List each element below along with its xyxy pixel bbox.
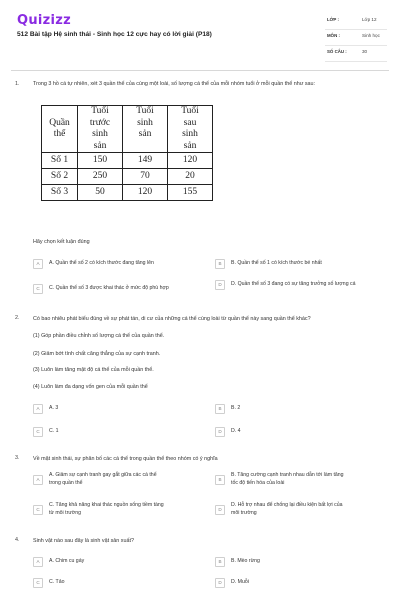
question-prompt: Hãy chọn kết luận đúng [33, 239, 90, 245]
option-letter-box: A [33, 557, 43, 567]
option-text: A. 3 [49, 405, 59, 412]
option-letter-box: A [33, 475, 43, 485]
answer-option-b[interactable] [215, 472, 390, 487]
answer-option-b[interactable] [215, 259, 390, 269]
question-text: Có bao nhiêu phát biểu đúng về sự phát tán, di cư của những cá thể cùng loài từ quần thể này sang quần thể khác? [33, 316, 311, 322]
table-cell: 20 [168, 169, 213, 185]
table-cell: 70 [123, 169, 168, 185]
option-text: D. Hỗ trợ nhau để chống lại điều kiện bất lợi của môi trường [231, 502, 343, 516]
answer-option-c[interactable] [33, 427, 213, 437]
answer-option-c[interactable] [33, 502, 213, 517]
option-text: B. Quần thể số 1 có kích thước bé nhất [231, 260, 322, 267]
option-letter-box: B [215, 259, 225, 269]
meta-key: SỐ CÂU : [327, 49, 347, 54]
question-number: 1. [15, 81, 20, 87]
option-text: B. Tăng cường cạnh tranh nhau dẫn tới làm tăng tốc độ tiến hóa của loài [231, 472, 344, 486]
table-cell: 155 [168, 185, 213, 201]
option-letter-box: D [215, 578, 225, 588]
option-text: B. Mèo rừng [231, 558, 260, 565]
answer-option-c[interactable] [33, 578, 213, 588]
option-text: A. Quần thể số 2 có kích thước đang tăng lên [49, 260, 154, 267]
question-number: 3. [15, 455, 20, 461]
meta-row-class [325, 14, 387, 30]
option-text: C. Quần thể số 3 được khai thác ở mức độ phù hợp [49, 285, 169, 292]
answer-option-d[interactable] [215, 578, 390, 588]
option-text: D. Quần thể số 3 đang có sự tăng trưởng số lượng cá [231, 281, 356, 288]
option-text: C. Tăng khả năng khai thác nguồn sống tiềm tàng từ môi trường [49, 502, 164, 516]
option-letter-box: A [33, 404, 43, 414]
option-letter-box: D [215, 505, 225, 515]
table-row [42, 153, 213, 169]
question-text: Sinh vật nào sau đây là sinh vật sản xuất? [33, 538, 134, 544]
table-row [42, 169, 213, 185]
question-number: 4. [15, 537, 20, 543]
option-text: A. Giảm sự cạnh tranh gay gắt giữa các cá thể trong quần thể [49, 472, 157, 486]
meta-key: MÔN : [327, 33, 340, 38]
meta-info [325, 14, 387, 62]
option-text: C. 1 [49, 428, 59, 435]
table-cell: 150 [78, 153, 123, 169]
option-letter-box: B [215, 557, 225, 567]
answer-option-b[interactable] [215, 404, 390, 414]
meta-value: Sinh học [362, 33, 380, 38]
table-cell: Số 1 [42, 153, 78, 169]
meta-value: Lớp 12 [362, 17, 377, 22]
option-letter-box: D [215, 280, 225, 290]
table-header-cell: Tuổi sau sinh sản [168, 106, 213, 153]
option-letter-box: D [215, 427, 225, 437]
table-cell: 50 [78, 185, 123, 201]
table-cell: Số 2 [42, 169, 78, 185]
option-letter-box: B [215, 475, 225, 485]
option-letter-box: B [215, 404, 225, 414]
statement-2: (2) Giảm bớt tính chất căng thẳng của sự cạnh tranh. [33, 351, 161, 357]
answer-option-d[interactable] [215, 280, 390, 290]
option-text: D. 4 [231, 428, 241, 435]
option-letter-box: C [33, 427, 43, 437]
header-divider [11, 70, 389, 71]
option-text: D. Muỗi [231, 579, 249, 586]
quizizz-logo: Quizizz [17, 13, 72, 28]
option-text: A. Chim cu gáy [49, 558, 85, 565]
table-row [42, 185, 213, 201]
meta-value: 30 [362, 49, 368, 54]
meta-key: LỚP : [327, 17, 339, 22]
answer-option-c[interactable] [33, 284, 213, 294]
table-header-cell: Tuổi trước sinh sản [78, 106, 123, 153]
statement-4: (4) Luôn làm đa dạng vốn gen của mỗi quần thể [33, 384, 148, 390]
answer-option-b[interactable] [215, 557, 390, 567]
meta-row-subject [325, 30, 387, 46]
question-text: Trong 3 hồ cá tự nhiên, xét 3 quần thể của cùng một loài, số lượng cá thể của mỗi nhóm tuổi ở mỗi quần thể như sau: [33, 81, 316, 87]
statement-3: (3) Luôn làm tăng mật độ cá thể của mỗi quần thể. [33, 367, 154, 373]
statement-1: (1) Góp phần điều chỉnh số lượng cá thể của quần thể. [33, 333, 165, 339]
page-header [0, 0, 400, 72]
answer-option-a[interactable] [33, 259, 213, 269]
table-header-cell: Tuổi sinh sản [123, 106, 168, 153]
option-letter-box: C [33, 505, 43, 515]
option-text: C. Tảo [49, 579, 65, 586]
table-cell: 149 [123, 153, 168, 169]
option-text: B. 2 [231, 405, 241, 412]
answer-option-a[interactable] [33, 557, 213, 567]
option-letter-box: C [33, 578, 43, 588]
answer-option-d[interactable] [215, 427, 390, 437]
population-table [41, 105, 213, 201]
question-text: Về mặt sinh thái, sự phân bố các cá thể trong quần thể theo nhóm có ý nghĩa [33, 456, 218, 462]
page-title: 512 Bài tập Hệ sinh thái - Sinh học 12 cực hay có lời giải (P18) [17, 31, 212, 38]
table-header-row [42, 106, 213, 153]
meta-row-count [325, 46, 387, 62]
answer-option-d[interactable] [215, 502, 390, 517]
answer-option-a[interactable] [33, 404, 213, 414]
option-letter-box: C [33, 284, 43, 294]
table-header-cell: Quần thể [42, 106, 78, 153]
table-cell: 250 [78, 169, 123, 185]
question-number: 2. [15, 315, 20, 321]
answer-option-a[interactable] [33, 472, 213, 487]
table-cell: 120 [168, 153, 213, 169]
table-cell: 120 [123, 185, 168, 201]
option-letter-box: A [33, 259, 43, 269]
table-cell: Số 3 [42, 185, 78, 201]
